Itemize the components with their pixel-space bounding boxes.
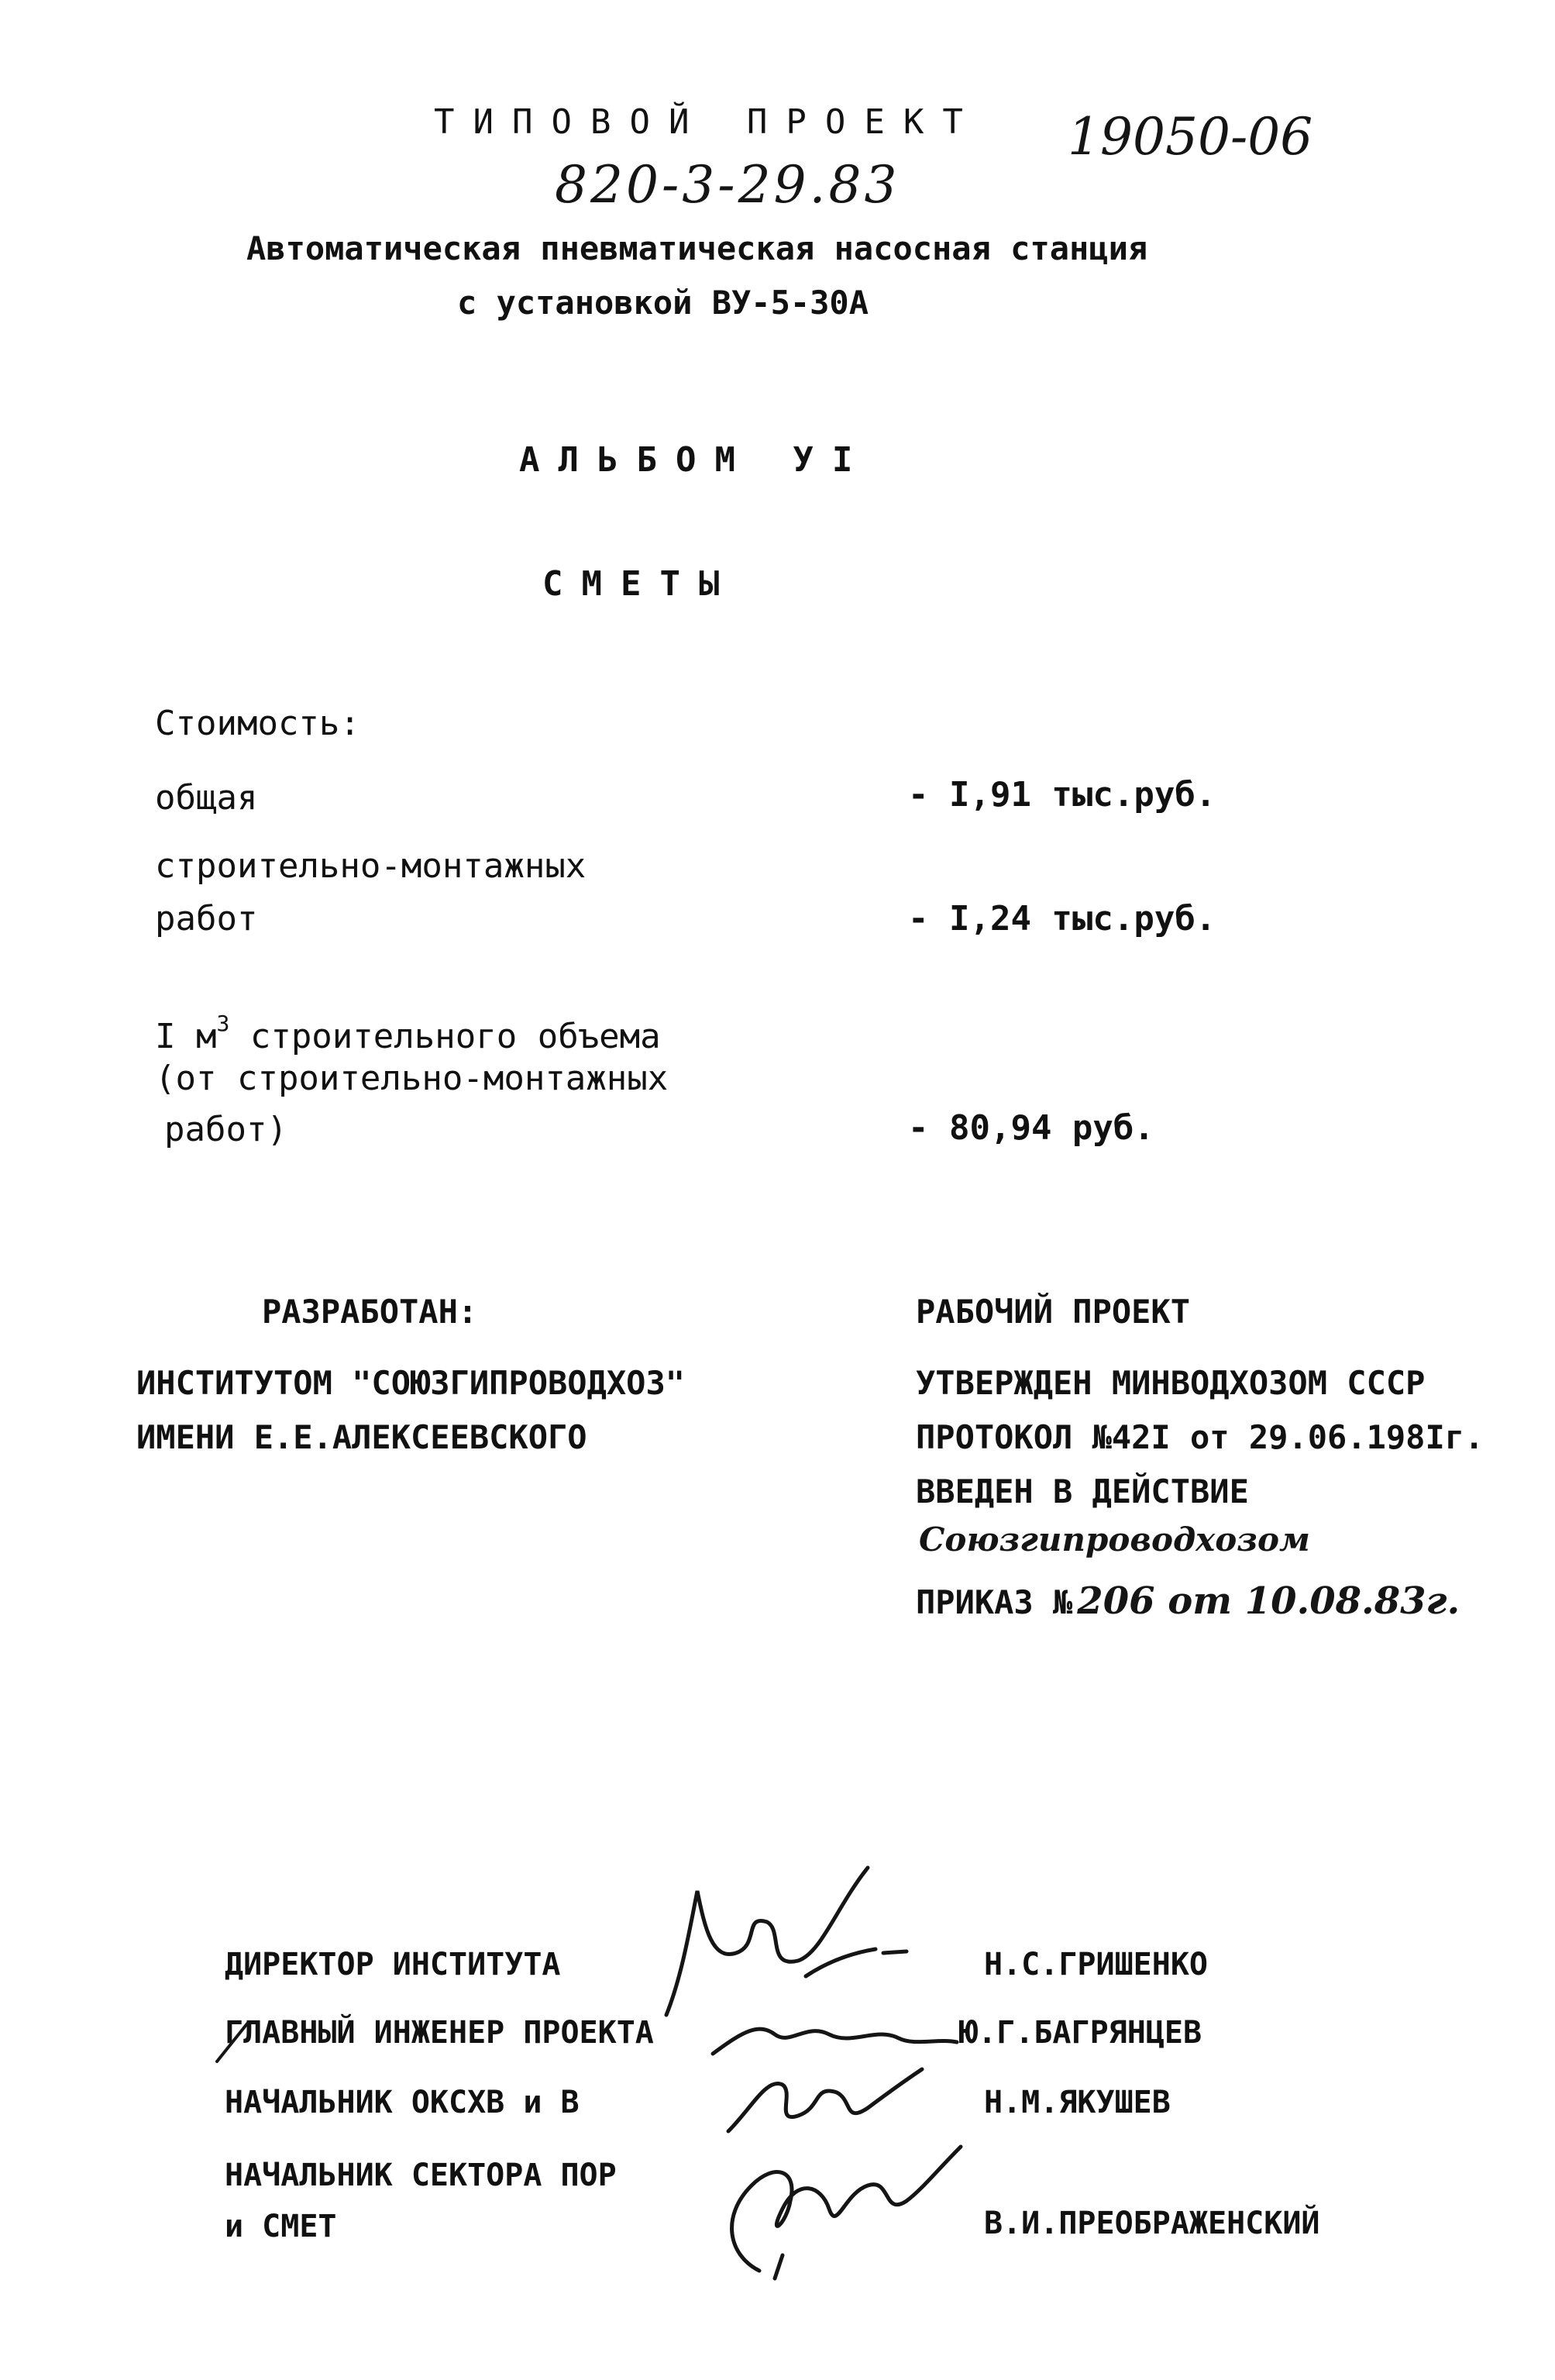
cost-unit-label-1: I $м^3$ строительного объема: [155, 1011, 661, 1056]
developer-heading: РАЗРАБОТАН:: [262, 1293, 478, 1331]
project-number: 820-3-29.83: [555, 155, 900, 215]
album-title: АЛЬБОМ УI: [519, 440, 872, 480]
approval-heading: РАБОЧИЙ ПРОЕКТ: [916, 1293, 1191, 1331]
signatory-position-4-line-2: и СМЕТ: [225, 2209, 337, 2244]
approval-line-5: ПРИКАЗ № 206 от 10.08.83г.: [916, 1579, 1460, 1623]
cost-smr-label-2: работ: [155, 899, 258, 939]
cost-smr-value: - I,24 тыс.руб.: [908, 899, 1216, 939]
cost-total-label: общая: [155, 778, 258, 818]
signatory-position-3: НАЧАЛЬНИК ОКСХВ и В: [225, 2085, 580, 2120]
approval-handwritten-org: Союзгипроводхозом: [919, 1521, 1310, 1559]
handwritten-doc-code: 19050-06: [1068, 107, 1313, 167]
section-title: СМЕТЫ: [542, 564, 738, 604]
cost-unit-label-2: (от строительно-монтажных: [155, 1059, 669, 1098]
signatory-position-4-line-1: НАЧАЛЬНИК СЕКТОРА ПОР: [225, 2158, 617, 2193]
approval-line-1: УТВЕРЖДЕН МИНВОДХОЗОМ СССР: [916, 1364, 1426, 1402]
approval-line-2: ПРОТОКОЛ №42I от 29.06.198Iг.: [916, 1418, 1484, 1456]
signatory-name-2: Ю.Г.БАГРЯНЦЕВ: [959, 2015, 1202, 2051]
cost-unit-value: - 80,94 руб.: [908, 1108, 1154, 1148]
developer-line-1: ИНСТИТУТОМ "СОЮЗГИПРОВОДХОЗ": [136, 1364, 686, 1402]
signatory-name-1: Н.С.ГРИШЕНКО: [984, 1947, 1208, 1982]
cost-smr-label-1: строительно-монтажных: [155, 846, 587, 886]
approval-line-3: ВВЕДЕН В ДЕЙСТВИЕ: [916, 1472, 1249, 1510]
signatory-name-3: Н.М.ЯКУШЕВ: [984, 2085, 1171, 2120]
cost-total-value: - I,91 тыс.руб.: [908, 775, 1216, 815]
subtitle-line-2: с установкой ВУ-5-30А: [457, 284, 869, 322]
signature-sector-head-icon: [713, 2139, 968, 2286]
cost-heading: Стоимость:: [155, 704, 360, 743]
approval-handwritten-order: 206 от 10.08.83г.: [1077, 1579, 1460, 1623]
developer-line-2: ИМЕНИ Е.Е.АЛЕКСЕЕВСКОГО: [136, 1418, 587, 1456]
cost-unit-label-3: работ): [164, 1110, 287, 1149]
signatory-name-4: В.И.ПРЕОБРАЖЕНСКИЙ: [984, 2206, 1320, 2241]
signature-oksxv-head-icon: [721, 2061, 937, 2147]
signatory-position-1: ДИРЕКТОР ИНСТИТУТА: [225, 1947, 561, 1982]
signatory-position-2: ГЛАВНЫЙ ИНЖЕНЕР ПРОЕКТА: [225, 2015, 654, 2051]
subtitle-line-1: Автоматическая пневматическая насосная станция: [246, 229, 1148, 267]
page-title: ТИПОВОЙ ПРОЕКТ: [434, 102, 982, 142]
